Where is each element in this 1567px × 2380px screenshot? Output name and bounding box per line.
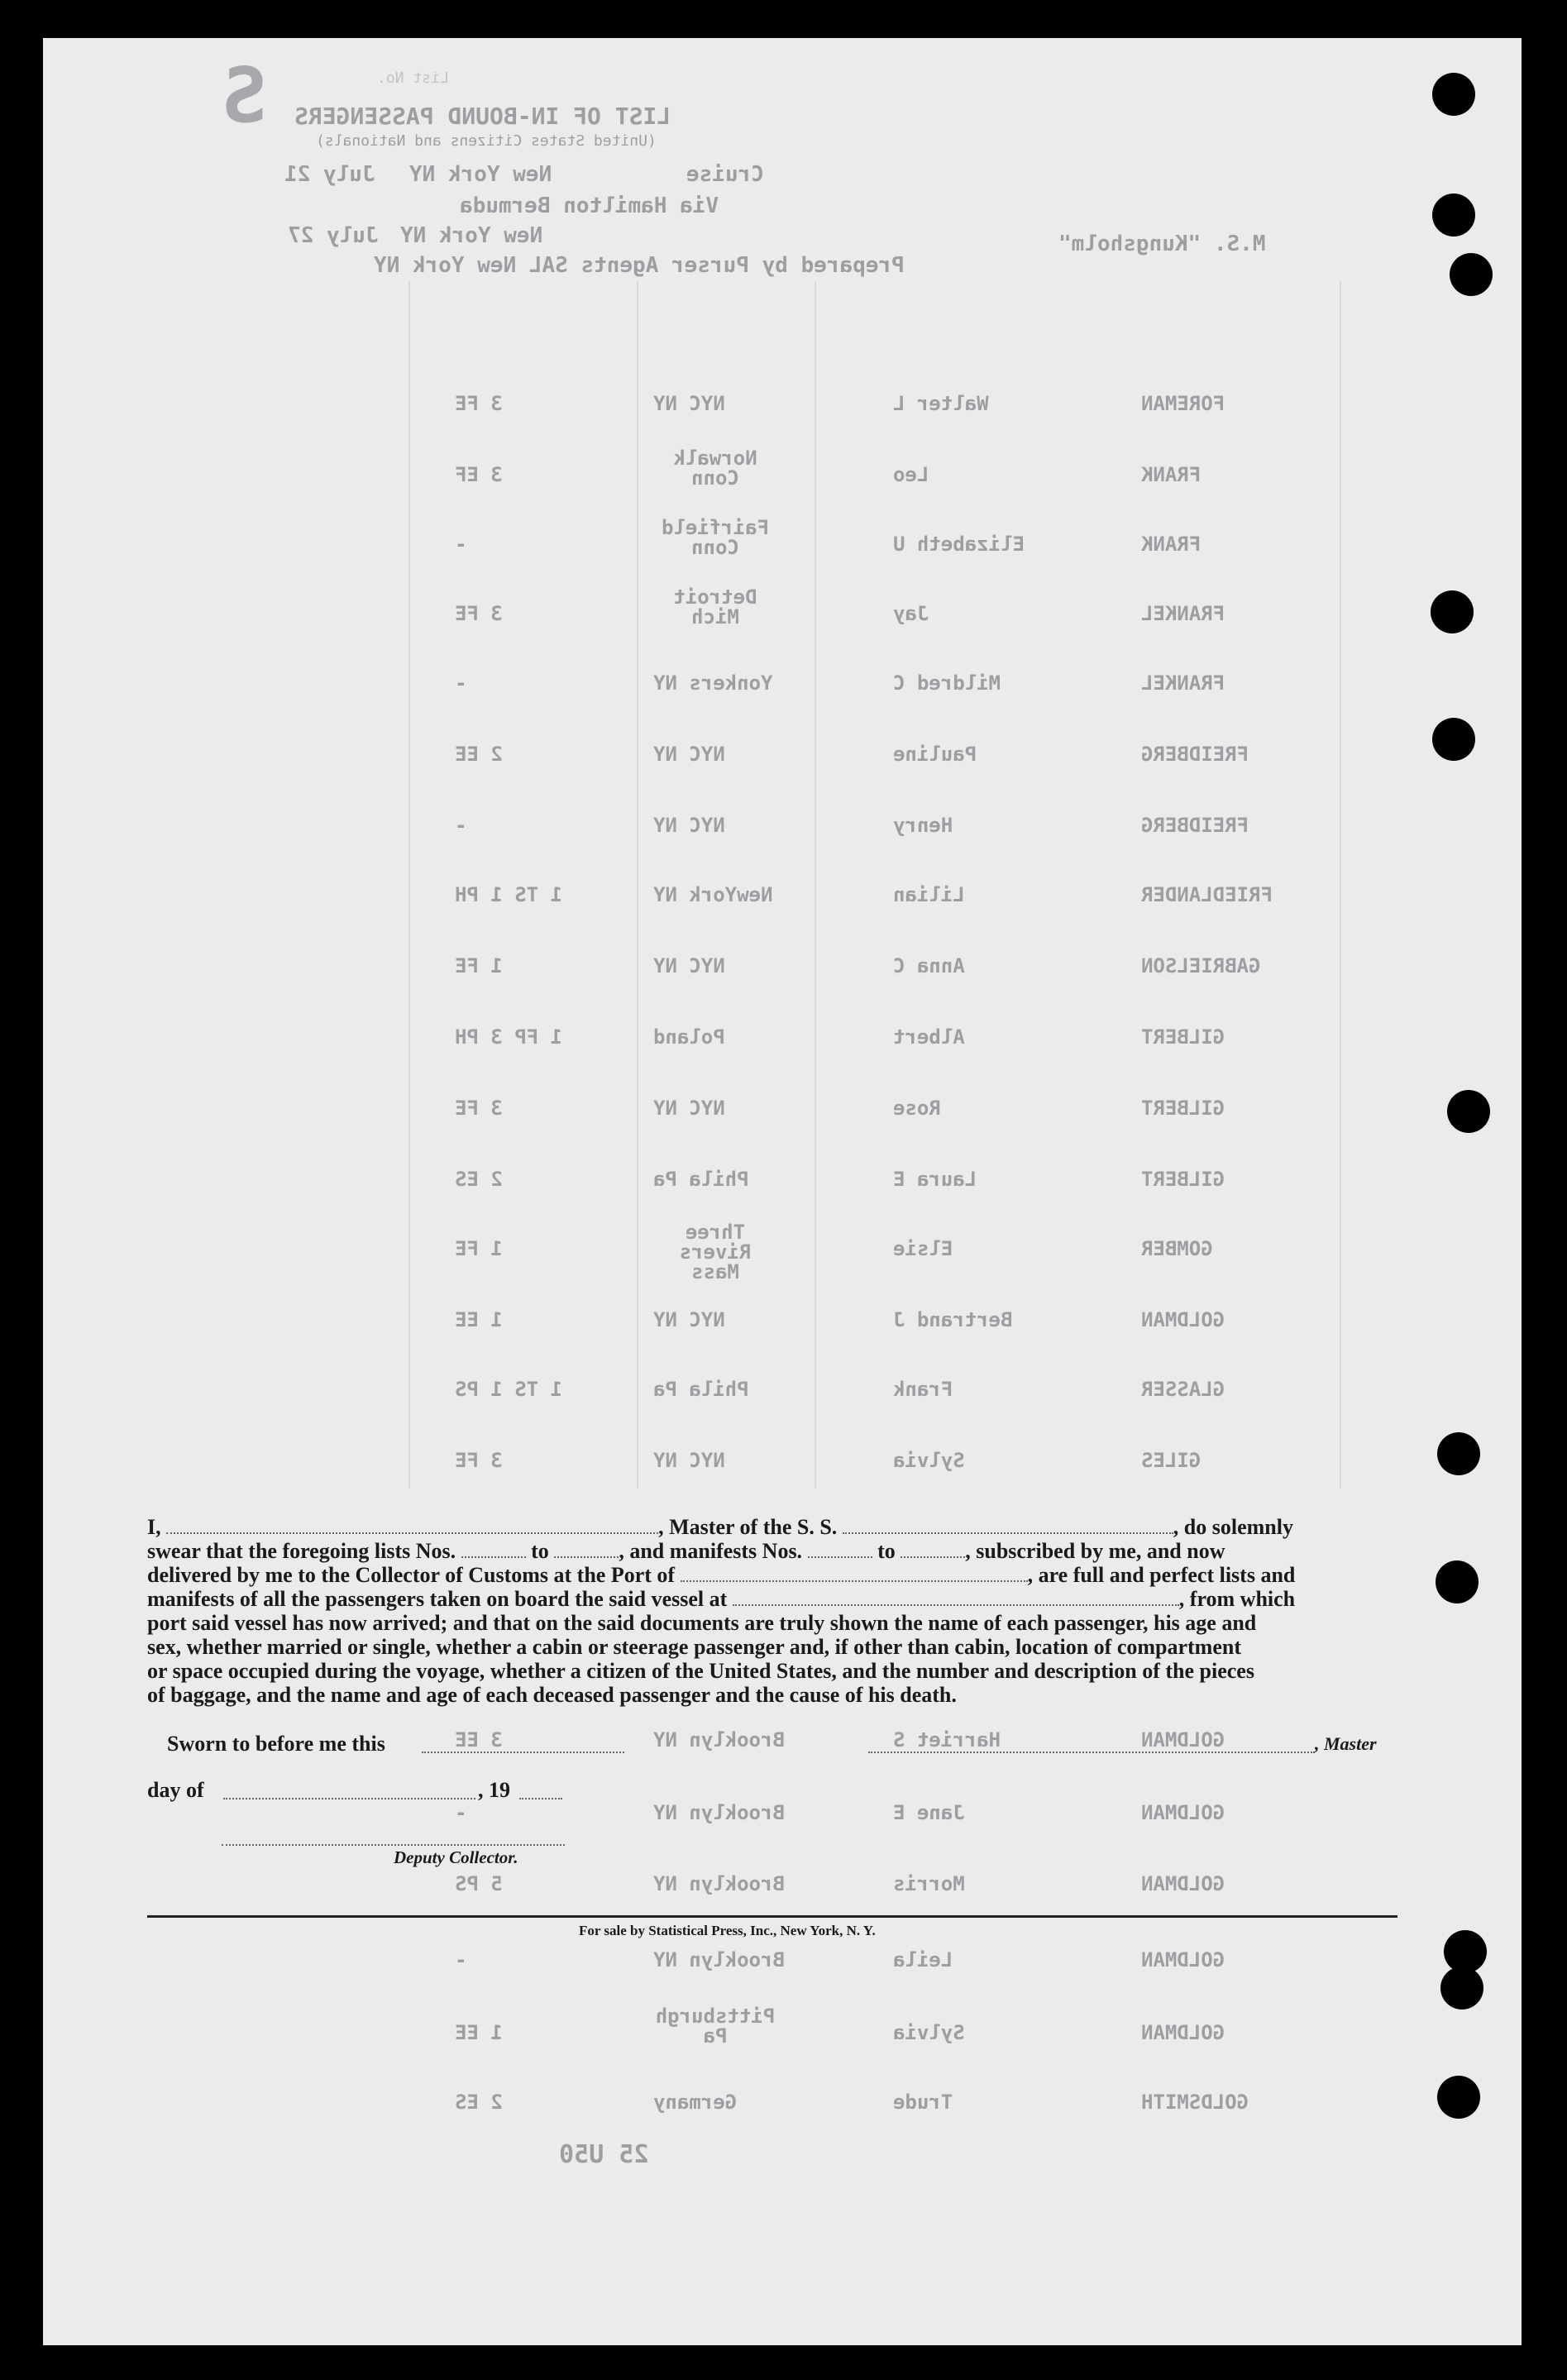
manifest-page: [43, 38, 1522, 2345]
passenger-code: -: [455, 814, 467, 837]
day-of-field[interactable]: [223, 1783, 475, 1799]
column-divider: [815, 281, 816, 1489]
oath-text: , from which: [1178, 1587, 1296, 1611]
oath-text: , do solemnly: [1173, 1515, 1293, 1539]
passenger-surname: GILBERT: [1141, 1168, 1225, 1191]
passenger-given-name: Trude: [893, 2091, 953, 2114]
passenger-address: NYC NY: [653, 954, 725, 977]
binder-hole: [1436, 1560, 1479, 1603]
passenger-given-name: Albert: [893, 1025, 965, 1049]
passenger-given-name: Leila: [893, 1948, 953, 1971]
sailing-date: July 21: [284, 162, 375, 187]
passenger-code: 1 FE: [455, 1237, 503, 1260]
passenger-given-name: Elsie: [893, 1237, 953, 1260]
oath-text: to: [531, 1539, 549, 1563]
passenger-given-name: Pauline: [893, 743, 977, 766]
oath-text: , subscribed by me, and now: [965, 1539, 1225, 1563]
passenger-given-name: Lilian: [893, 883, 965, 906]
passenger-given-name: Leo: [893, 463, 929, 486]
passenger-given-name: Frank: [893, 1378, 953, 1401]
master-label: , Master: [1315, 1733, 1377, 1754]
oath-text: to: [877, 1539, 896, 1563]
passenger-code: 2 EE: [455, 743, 503, 766]
passenger-surname: GABRIELSON: [1141, 954, 1261, 977]
passenger-surname: GOMBER: [1141, 1237, 1213, 1260]
publisher-imprint: For sale by Statistical Press, Inc., New York, N. Y.: [579, 1923, 876, 1938]
passenger-given-name: Bertrand J: [893, 1308, 1013, 1331]
list-number-label: List No.: [377, 69, 449, 87]
passenger-address: Three Rivers Mass: [679, 1221, 752, 1283]
passenger-surname: GOLDMAN: [1141, 1728, 1225, 1752]
passenger-given-name: Anna C: [893, 954, 965, 977]
passenger-code: -: [455, 671, 467, 695]
passenger-address: Germany: [653, 2091, 738, 2114]
passenger-surname: GOLDMAN: [1141, 2021, 1225, 2044]
passenger-surname: GOLDMAN: [1141, 1948, 1225, 1971]
passenger-address: Brooklyn NY: [653, 1948, 785, 1971]
passenger-surname: FRANK: [1141, 463, 1202, 486]
route: Via Hamilton Bermuda: [460, 194, 719, 218]
arriving-port: New York NY: [400, 223, 543, 248]
sheet-mark: S: [222, 51, 268, 140]
passenger-address: Yonkers NY: [653, 671, 773, 695]
oath-text: manifests of all the passengers taken on board the said vessel at: [147, 1587, 728, 1611]
passenger-code: 2 ES: [455, 1168, 503, 1191]
oath-text: swear that the foregoing lists Nos.: [147, 1539, 456, 1563]
passenger-surname: FREIDBERG: [1141, 743, 1249, 766]
class-value: Cruise: [686, 162, 764, 187]
passenger-address: NYC NY: [653, 814, 725, 837]
oath-line-6: sex, whether married or single, whether a cabin or steerage passenger and, if other than cabin, location of compartment: [147, 1635, 1241, 1659]
passenger-surname: GOLDSMITH: [1141, 2091, 1249, 2114]
sworn-label: Sworn to before me this: [167, 1732, 385, 1756]
passenger-code: 3 FE: [455, 392, 503, 415]
passenger-address: NewYork NY: [653, 883, 773, 906]
binder-hole: [1437, 1432, 1480, 1475]
sailing-from: New York NY: [409, 162, 552, 187]
list-title: LIST OF IN-BOUND PASSENGERS: [294, 103, 671, 130]
passenger-given-name: Henry: [893, 814, 953, 837]
passenger-code: 1 FE: [455, 954, 503, 977]
oath-line-8: of baggage, and the name and age of each deceased passenger and the cause of his death.: [147, 1683, 957, 1707]
oath-line-3: [147, 1563, 1397, 1587]
passenger-surname: FRANK: [1141, 533, 1202, 556]
passenger-code: -: [455, 533, 467, 556]
list-from-field[interactable]: [461, 1541, 526, 1558]
passenger-code: -: [455, 1948, 467, 1971]
passenger-surname: GOLDMAN: [1141, 1308, 1225, 1331]
passenger-given-name: Sylvia: [893, 2021, 965, 2044]
list-subtitle: (United States Citizens and Nationals): [316, 132, 657, 150]
passenger-code: 1 TS 1 PH: [455, 883, 563, 906]
passenger-address: Phila Pa: [653, 1378, 749, 1401]
passenger-code: 1 TS 1 PS: [455, 1378, 563, 1401]
binder-hole: [1450, 253, 1493, 296]
vessel-name-field[interactable]: [843, 1517, 1173, 1534]
year-field[interactable]: [519, 1783, 562, 1799]
passenger-address: NYC NY: [653, 1308, 725, 1331]
binder-hole: [1431, 590, 1474, 633]
prepared-by: Prepared by Purser Agents SAL New York NY: [374, 253, 905, 278]
passenger-given-name: Sylvia: [893, 1449, 965, 1472]
oath-text: I,: [147, 1515, 161, 1539]
master-name-field[interactable]: [166, 1517, 658, 1534]
column-divider: [637, 281, 638, 1489]
passenger-address: Fairfield Conn: [661, 516, 770, 559]
master-signature-field[interactable]: [868, 1737, 1315, 1753]
passenger-code: 1 FP 3 PH: [455, 1025, 563, 1049]
passenger-code: 1 EE: [455, 1308, 503, 1331]
oath-text: , Master of the S. S.: [658, 1515, 838, 1539]
passenger-given-name: Rose: [893, 1097, 941, 1120]
passenger-code: -: [455, 1801, 467, 1824]
passenger-code: 5 PS: [455, 1872, 503, 1895]
day-of-label: day of: [147, 1778, 204, 1802]
passenger-surname: GILBERT: [1141, 1097, 1225, 1120]
vessel-name: M.S. "Kungsholm": [1058, 232, 1266, 256]
sworn-date-field[interactable]: [422, 1737, 624, 1753]
passenger-given-name: Jay: [893, 602, 929, 625]
passenger-surname: GILES: [1141, 1449, 1202, 1472]
oath-line-5: port said vessel has now arrived; and that on the said documents are truly shown the name of each passenger, his age and: [147, 1611, 1257, 1635]
passenger-given-name: Harriet S: [893, 1728, 1001, 1752]
passenger-given-name: Mildred C: [893, 671, 1001, 695]
passenger-address: Brooklyn NY: [653, 1801, 785, 1824]
passenger-code: 3 FE: [455, 1097, 503, 1120]
passenger-address: NYC NY: [653, 392, 725, 415]
oath-text: delivered by me to the Collector of Customs at the Port of: [147, 1563, 676, 1587]
passenger-surname: FOREMAN: [1141, 392, 1225, 415]
deputy-signature-field[interactable]: [222, 1829, 565, 1846]
passenger-surname: FRIEDLANDER: [1141, 883, 1273, 906]
passenger-surname: GILBERT: [1141, 1025, 1225, 1049]
passenger-given-name: Walter L: [893, 392, 989, 415]
page-number: 25 U50: [559, 2140, 649, 2169]
port-field[interactable]: [681, 1565, 1028, 1582]
passenger-surname: FRANKEL: [1141, 671, 1225, 695]
arriving-date: July 27: [288, 223, 379, 248]
binder-hole: [1432, 73, 1475, 116]
passenger-address: Detroit Mich: [673, 585, 757, 628]
oath-line-2: [147, 1539, 1397, 1563]
passenger-address: NYC NY: [653, 743, 725, 766]
manifest-from-field[interactable]: [808, 1541, 872, 1558]
passenger-address: NYC NY: [653, 1097, 725, 1120]
oath-text: , and manifests Nos.: [619, 1539, 803, 1563]
passenger-address: Norwalk Conn: [673, 447, 757, 490]
list-to-field[interactable]: [554, 1541, 619, 1558]
passenger-given-name: Elizabeth U: [893, 533, 1025, 556]
passenger-address: Phila Pa: [653, 1168, 749, 1191]
column-divider: [408, 281, 410, 1489]
passenger-surname: GLASSER: [1141, 1378, 1225, 1401]
binder-hole: [1440, 1967, 1483, 2010]
oath-line-7: or space occupied during the voyage, whether a citizen of the United States, and the number and description of the pieces: [147, 1659, 1254, 1683]
passenger-surname: GOLDMAN: [1141, 1872, 1225, 1895]
passenger-code: 1 EE: [455, 2021, 503, 2044]
oath-text: , are full and perfect lists and: [1027, 1563, 1296, 1587]
binder-hole: [1432, 194, 1475, 237]
passenger-address: Poland: [653, 1025, 725, 1049]
manifest-to-field[interactable]: [901, 1541, 965, 1558]
passenger-given-name: Morris: [893, 1872, 965, 1895]
binder-hole: [1432, 718, 1475, 761]
passenger-code: 3 FE: [455, 1449, 503, 1472]
oath-paragraph: [147, 1515, 1397, 1707]
binder-hole: [1437, 2076, 1480, 2119]
passenger-address: Brooklyn NY: [653, 1728, 785, 1752]
passenger-given-name: Laura E: [893, 1168, 977, 1191]
departure-port-field[interactable]: [733, 1589, 1179, 1606]
oath-line-4: [147, 1587, 1397, 1611]
column-divider: [1340, 281, 1341, 1489]
passenger-given-name: Jane E: [893, 1801, 965, 1824]
passenger-code: 3 EF: [455, 463, 503, 486]
passenger-code: 3 FE: [455, 602, 503, 625]
passenger-surname: FRANKEL: [1141, 602, 1225, 625]
year-label: , 19: [478, 1778, 510, 1802]
passenger-address: NYC NY: [653, 1449, 725, 1472]
deputy-collector-label: Deputy Collector.: [394, 1847, 518, 1867]
footer-rule: [147, 1915, 1397, 1918]
passenger-surname: FREIDBERG: [1141, 814, 1249, 837]
binder-hole: [1447, 1090, 1490, 1133]
passenger-code: 3 EE: [455, 1728, 503, 1752]
passenger-address: Pittsburgh Pa: [655, 2005, 776, 2048]
oath-line-1: [147, 1515, 1397, 1539]
passenger-surname: GOLDMAN: [1141, 1801, 1225, 1824]
passenger-address: Brooklyn NY: [653, 1872, 785, 1895]
passenger-code: 2 ES: [455, 2091, 503, 2114]
